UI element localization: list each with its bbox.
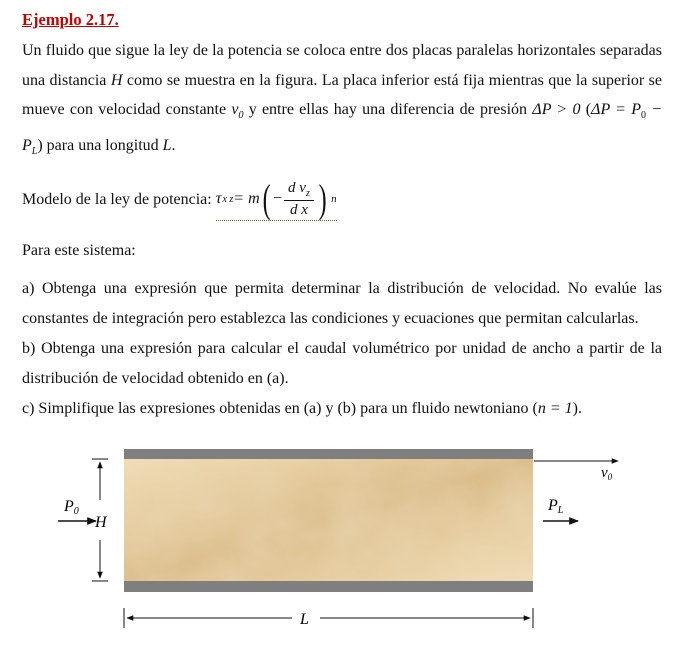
minus-sign: − [272,190,283,207]
item-c-text: c) Simplifique las expresiones obtenidas en (a) y (b) para un fluido newtoniano ( [22,399,538,417]
intro-symbol-h: H [110,71,123,89]
intro-delta-def: ΔP = P [591,101,641,118]
right-paren: ) [318,176,327,221]
system-label: Para este sistema: [22,242,136,259]
intro-text-3: y entre ellas hay una diferencia de presión [243,101,533,118]
tau-symbol: τ [215,190,223,207]
intro-symbol-l: L [162,136,172,154]
intro-delta-expr: ΔP > 0 [532,101,581,118]
p0-sub: 0 [73,506,79,517]
bottom-plate [124,581,533,592]
pl-label [547,497,564,516]
intro-delta-sub0: 0 [640,110,646,121]
intro-delta-open: ( [580,101,592,118]
tau-sub: x z [222,193,234,205]
item-b: b) Obtenga una expresión para calcular el caudal volumétrico por unidad de ancho a partir de la distribución de velocidad obtenido en (a). [22,339,662,387]
exponent-n: n [331,193,337,205]
fluid-region [124,458,533,582]
intro-text-4: para una longitud [42,136,163,154]
l-label: L [300,611,309,628]
item-a: a) Obtenga una expresión que permita determinar la distribución de velocidad. No evalúe las constantes de integración pero establezca las condiciones y ecuaciones que permitan calcularlas. [22,279,662,327]
pl-base: P [548,497,558,514]
intro-text-2: como se muestra en la figura. La placa inferior está fija mientras que la superior se mueve con velocidad constante [22,71,663,118]
p0-label [63,498,79,517]
intro-delta-subl: L [31,145,38,157]
h-label: H [95,514,107,531]
example-heading: Ejemplo 2.17. [22,10,119,29]
v0-base: v [231,101,239,118]
fraction-denominator: d x [289,201,308,218]
num-sub: z [305,187,310,199]
model-label: Modelo de la ley de potencia: [22,191,212,208]
v0-label [601,465,613,482]
left-paren: ( [262,176,271,221]
top-plate [124,449,533,459]
intro-text-5: . [171,136,176,154]
intro-text-1: Un fluido que sigue la ley de la potencia se coloca entre dos placas paralelas horizontales separadas una distancia [22,42,662,89]
p0-base: P [64,498,74,515]
equals-m: = m [233,190,260,207]
v0-fig-sub: 0 [607,472,613,482]
item-c-end: ). [572,399,582,417]
v0-sub: 0 [238,110,244,121]
num-text: d v [288,179,306,196]
v0-fig-base: v [601,465,608,481]
intro-delta-close: ) [37,136,43,154]
intro-delta-minus: − P [22,101,663,154]
pl-sub: L [557,505,564,516]
item-c-n: n = 1 [537,399,573,417]
